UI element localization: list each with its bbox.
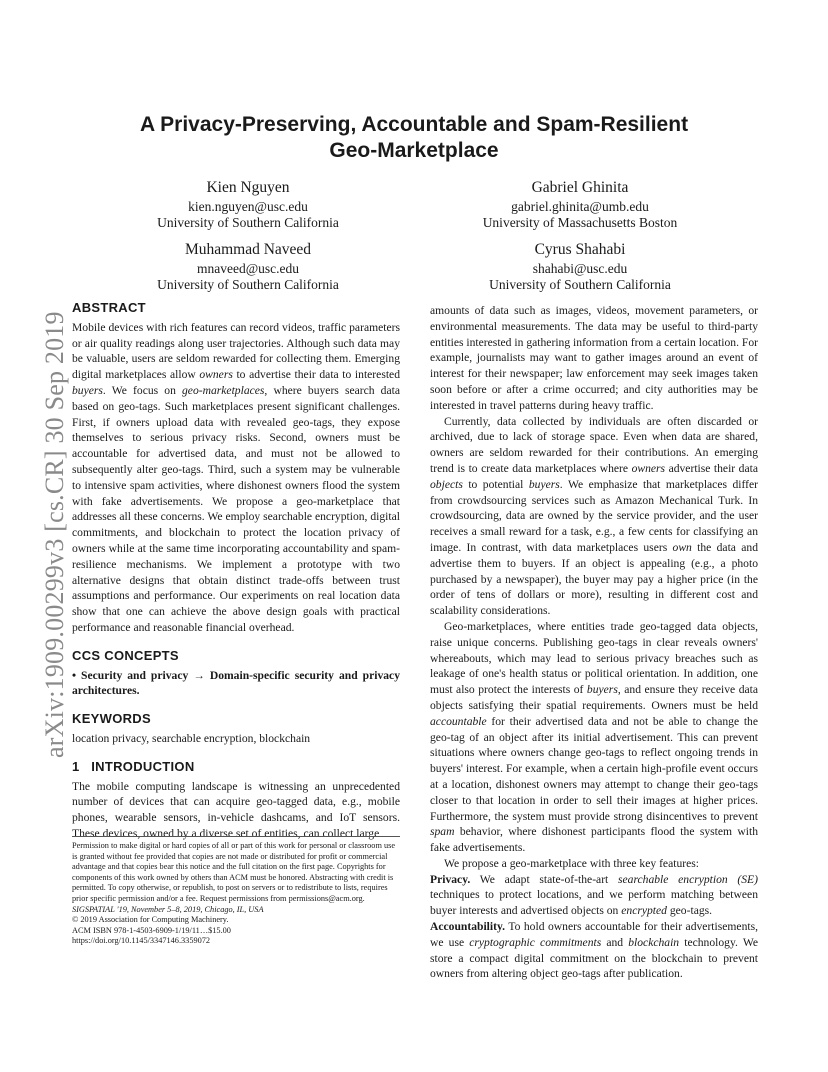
venue-line: SIGSPATIAL '19, November 5–8, 2019, Chicago, IL, USA (72, 904, 264, 914)
author-block-2 (430, 180, 730, 232)
intro-paragraph-continued: amounts of data such as images, videos, movement parameters, or environmental measurements. The data may be useful to third-party entities interested in gathering information from a certain location. For example, journalists may want to gather images around an event of interest for their newspaper; law enforcement may seek images taken soon before or after a crime occurred; and city authorities may be interested in travel patterns during heavy traffic. (430, 304, 758, 412)
introduction-heading: 1 INTRODUCTION (72, 758, 195, 774)
ccs-heading: CCS CONCEPTS (72, 647, 179, 663)
author-affiliation: University of Massachusetts Boston (482, 215, 678, 230)
ccs-text: • Security and privacy → Domain-specific security and privacy architectures. (72, 668, 400, 698)
author-email: kien.nguyen@usc.edu (188, 198, 308, 214)
abstract-heading: ABSTRACT (72, 300, 146, 315)
permission-notice: Permission to make digital or hard copies of all or part of this work for personal or classroom use is granted without fee provided that copies are not made or distributed for profit or commercial advantage and that copies bear this notice and the full citation on the first page. Copyrights for components of this work owned by others than ACM must be honored. Abstracting with credit is permitted. To copy otherwise, or republish, to post on servers or to redistribute to lists, requires prior specific permission and/or a fee. Request permissions from permissions@acm.org. (72, 841, 396, 903)
author-name: Cyrus Shahabi (534, 241, 626, 258)
intro-paragraph-2: Currently, data collected by individuals are often discarded or archived, due to lack of storage space. Even when data are shared, owners are seldom rewarded for their contributions. An emerging trend is to create data marketplaces where owners advertise their data objects to potential buyers. We emphasize that marketplaces differ from crowdsourcing services such as Amazon Mechanical Turk. In crowdsourcing, data are owned by the service provider, and the user receives a small reward for a task, e.g., a few cents for classifying an image. In contrast, with data marketplaces users own the data and advertise them to buyers. If an object is appealing (e.g., a photo purchased by a newspaper), the buyer may pay a higher price (in the order of tens of dollars or more), resulting in different cost and scalability considerations. (430, 414, 758, 618)
arxiv-sidebar (20, 288, 69, 758)
author-name: Gabriel Ghinita (531, 179, 629, 196)
title-line-2: Geo-Marketplace (329, 139, 499, 162)
title-line-1: A Privacy-Preserving, Accountable and Spam-Resilient (139, 113, 689, 136)
author-affiliation: University of Southern California (157, 277, 339, 292)
author-affiliation: University of Southern California (157, 215, 339, 230)
author-email: shahabi@usc.edu (532, 260, 628, 276)
arxiv-identifier: arXiv:1909.00299v3 [cs.CR] 30 Sep 2019 (40, 311, 69, 758)
author-block-1 (98, 180, 398, 232)
isbn-line: ACM ISBN 978-1-4503-6909-1/19/11…$15.00 (72, 925, 231, 935)
accountability-feature: Accountability. To hold owners accountable for their advertisements, we use cryptographic commitments and blockchain technology. We store a compact digital commitment on the blockchain to prevent owners from altering object geo-tags after publication. (430, 920, 758, 981)
author-name: Kien Nguyen (206, 179, 290, 196)
privacy-feature: Privacy. We adapt state-of-the-art searchable encryption (SE) techniques to protect locations, and we perform matching between buyer interests and advertised objects on encrypted geo-tags. (430, 872, 758, 918)
author-email: mnaveed@usc.edu (196, 260, 300, 276)
right-column (430, 303, 758, 982)
keywords-text: location privacy, searchable encryption, blockchain (72, 731, 311, 745)
author-block-4 (430, 242, 730, 294)
paper-title (80, 112, 748, 164)
author-name: Muhammad Naveed (184, 241, 312, 258)
left-column (72, 300, 400, 842)
copyright-footnote (72, 836, 400, 947)
abstract-text: Mobile devices with rich features can record videos, traffic parameters or air quality readings along user trajectories. Although such data may be valuable, users are seldom rewarded for collecting them. Emerging digital marketplaces allow owners to advertise their data to interested buyers. We focus on geo-marketplaces, where buyers search data based on geo-tags. Such marketplaces present significant challenges. First, if owners upload data with revealed geo-tags, they expose themselves to serious privacy risks. Second, owners must be accountable for advertised data, and must not be allowed to subsequently alter geo-tags. Third, such a system may be vulnerable to intensive spam activities, where dishonest owners flood the system with fake advertisements. We propose a geo-marketplace that addresses all these concerns. We employ searchable encryption, digital commitments, and blockchain to protect the location privacy of owners while at the same time incorporating accountability and spam-resilience mechanisms. We implement a prototype with two alternative designs that obtain distinct trade-offs between trust assumptions and performance. Our experiments on real location data show that one can achieve the above design goals with practical performance and reasonable financial overhead. (72, 320, 400, 634)
intro-paragraph-3: Geo-marketplaces, where entities trade geo-tagged data objects, raise unique concerns. Publishing geo-tags in clear reveals owners' whereabouts, which may lead to serious privacy breaches such as leakage of one's health status or political orientation. In addition, one must also protect the interests of buyers, and ensure they receive data objects satisfying their spatial requirements. Owners must be held accountable for their advertised data and not be able to change the geo-tag of an object after its initial advertisement. This can prevent situations where owners change geo-tags to reflect ongoing trends in buyers' interest. For example, when a certain high-profile event occurs at a location, dishonest owners may attempt to change their geo-tags closer to that location in order to sell their images at higher prices. Furthermore, the system must provide strong disincentives to prevent spam behavior, where dishonest participants flood the system with fake advertisements. (430, 619, 759, 855)
author-email: gabriel.ghinita@umb.edu (511, 198, 649, 214)
keywords-heading: KEYWORDS (72, 711, 151, 727)
author-affiliation: University of Southern California (489, 277, 671, 292)
intro-paragraph-4: We propose a geo-marketplace with three key features: (444, 856, 699, 870)
doi-link[interactable]: https://doi.org/10.1145/3347146.3359072 (72, 936, 211, 946)
author-block-3 (98, 242, 398, 294)
copyright-line: © 2019 Association for Computing Machinery. (72, 915, 229, 925)
intro-paragraph: The mobile computing landscape is witnessing an unprecedented number of devices that can acquire geo-tagged data, e.g., mobile phones, wearable sensors, in-vehicle dashcams, and IoT sensors. These devices, owned by a diverse set of entities, can collect large (72, 779, 400, 840)
